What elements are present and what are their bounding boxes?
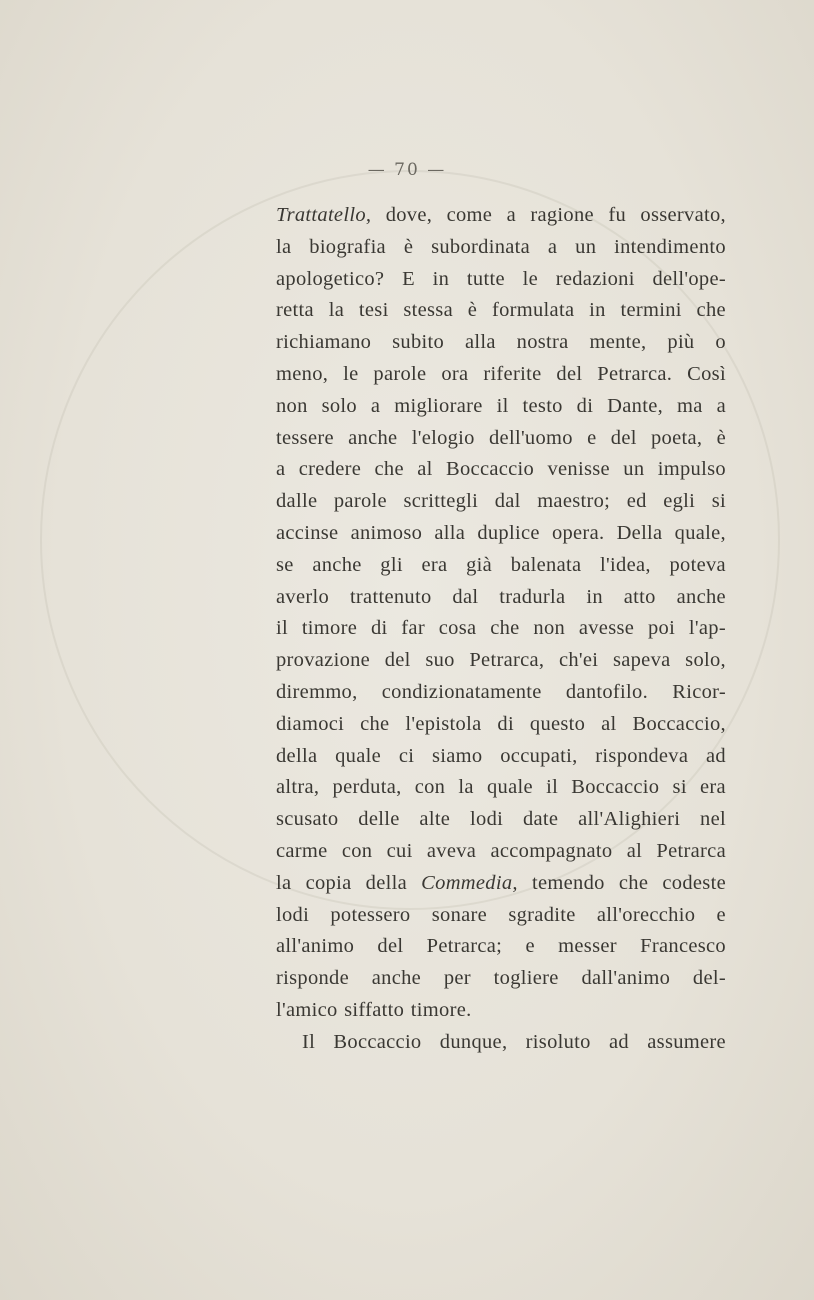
- word: quale: [487, 776, 533, 799]
- word: aveva: [426, 839, 477, 862]
- word: che: [374, 458, 404, 481]
- text-line: [276, 613, 726, 645]
- word: all'orecchio: [596, 903, 696, 926]
- word: Boccaccio: [446, 458, 535, 481]
- word: tradurla: [499, 585, 566, 608]
- word: della: [365, 871, 407, 894]
- word: fu: [608, 204, 627, 226]
- text-line: [276, 582, 726, 614]
- word: siamo: [432, 744, 483, 767]
- word: diamoci: [276, 712, 345, 735]
- word: del-: [692, 967, 726, 990]
- word: ora: [441, 362, 469, 385]
- word: l'ap-: [688, 617, 726, 640]
- word: del: [556, 362, 583, 385]
- text-line: [276, 804, 726, 836]
- word: all'Alighieri: [578, 808, 681, 831]
- word: dove,: [385, 204, 433, 226]
- word: intendimento: [614, 235, 726, 258]
- word: l'amico: [276, 998, 338, 1021]
- text-line: [276, 645, 726, 677]
- word: richiamano: [276, 331, 372, 354]
- word: potessero: [330, 903, 411, 926]
- word: parole: [373, 362, 427, 385]
- word: accinse: [276, 521, 339, 544]
- word: trattenuto: [349, 585, 432, 608]
- word: egli: [663, 490, 696, 513]
- word: ragione: [530, 204, 594, 226]
- word: parole: [333, 490, 387, 513]
- text-line: [276, 963, 726, 995]
- word: Petrarca.: [597, 362, 673, 385]
- word: timore.: [410, 998, 472, 1021]
- word: solo: [321, 394, 357, 417]
- word: in: [586, 585, 603, 608]
- word: tesi: [358, 299, 389, 322]
- word: apologetico?: [276, 267, 385, 290]
- word: assumere: [647, 1030, 726, 1053]
- word: non: [533, 617, 566, 640]
- word: alla: [464, 331, 496, 354]
- word: è: [467, 299, 478, 322]
- text-line: [276, 741, 726, 773]
- word: cui: [386, 839, 413, 862]
- text-line: [276, 900, 726, 932]
- word: dell'uomo: [489, 426, 573, 449]
- word: a: [716, 394, 726, 417]
- word: opera.: [551, 521, 605, 544]
- word: Così: [687, 362, 726, 385]
- word: a: [506, 204, 516, 226]
- word: Commedia,: [421, 871, 518, 894]
- word: Della: [616, 521, 663, 544]
- word: condizionatamente: [381, 680, 542, 703]
- word: e: [716, 903, 726, 926]
- word: gli: [380, 553, 403, 576]
- word: la: [328, 299, 345, 322]
- word: del: [384, 649, 411, 672]
- word: provazione: [276, 649, 371, 672]
- word: Petrarca;: [426, 935, 503, 958]
- word: di: [576, 394, 594, 417]
- word: più: [667, 331, 695, 354]
- text-line: [276, 486, 726, 518]
- text-line: [276, 772, 726, 804]
- word: ad: [706, 744, 726, 767]
- word: copia: [305, 871, 352, 894]
- word: il: [276, 617, 288, 640]
- word: dal: [494, 490, 521, 513]
- text-line: [276, 454, 726, 486]
- word: le: [522, 267, 538, 290]
- word: avesse: [578, 617, 635, 640]
- text-line: [276, 709, 726, 741]
- word: Il: [302, 1030, 316, 1053]
- word: balenata: [510, 553, 582, 576]
- word: l'epistola: [405, 712, 482, 735]
- word: impulso: [657, 458, 726, 481]
- text-line: [276, 327, 726, 359]
- word: subito: [392, 331, 445, 354]
- word: che: [618, 871, 649, 894]
- word: carme: [276, 839, 328, 862]
- word: in: [589, 299, 606, 322]
- word: migliorare: [394, 394, 483, 417]
- word: ad: [609, 1030, 629, 1053]
- word: messer: [558, 935, 617, 958]
- word: Dante,: [607, 394, 664, 417]
- word: con: [414, 776, 446, 799]
- word: solo,: [685, 649, 726, 672]
- word: con: [341, 839, 373, 862]
- page-number: — 70 —: [367, 160, 447, 180]
- text-line: [276, 836, 726, 868]
- word: in: [432, 267, 450, 290]
- text-line: [276, 868, 726, 900]
- word: quale: [335, 744, 382, 767]
- word: al: [601, 712, 617, 735]
- word: maestro;: [537, 490, 611, 513]
- word: testo: [522, 394, 563, 417]
- word: anche: [312, 553, 362, 576]
- word: un: [623, 458, 645, 481]
- word: del: [377, 935, 404, 958]
- word: si: [711, 490, 726, 513]
- word: delle: [358, 808, 400, 831]
- word: come: [446, 204, 493, 226]
- word: poteva: [669, 553, 726, 576]
- text-line: [276, 391, 726, 423]
- word: dal: [452, 585, 479, 608]
- word: questo: [529, 712, 586, 735]
- word: risoluto: [525, 1030, 591, 1053]
- word: averlo: [276, 585, 330, 608]
- word: riferite: [483, 362, 542, 385]
- word: alla: [434, 521, 466, 544]
- word: se: [276, 553, 294, 576]
- word: è: [716, 426, 726, 449]
- word: di: [497, 712, 514, 735]
- word: termini: [620, 299, 682, 322]
- word: che: [490, 617, 520, 640]
- word: al: [417, 458, 433, 481]
- text-line: [276, 931, 726, 963]
- word: la: [458, 776, 474, 799]
- word: codeste: [662, 871, 726, 894]
- word: le: [343, 362, 359, 385]
- word: della: [276, 744, 318, 767]
- text-line: [276, 264, 726, 296]
- word: meno,: [276, 362, 329, 385]
- word: suo: [425, 649, 455, 672]
- word: di: [370, 617, 388, 640]
- word: a: [276, 458, 286, 481]
- word: stessa: [403, 299, 453, 322]
- word: scusato: [276, 808, 339, 831]
- word: rispondeva: [595, 744, 689, 767]
- word: per: [443, 967, 471, 990]
- word: poi: [647, 617, 676, 640]
- text-line: [276, 200, 726, 232]
- word: mente,: [589, 331, 647, 354]
- word: quale,: [674, 521, 726, 544]
- word: lodi: [470, 808, 504, 831]
- word: dalle: [276, 490, 318, 513]
- text-line: [276, 677, 726, 709]
- word: era: [700, 776, 726, 799]
- word: accompagnato: [490, 839, 613, 862]
- word: cosa: [438, 617, 477, 640]
- word: o: [715, 331, 726, 354]
- word: Ricor-: [672, 680, 726, 703]
- word: dunque,: [439, 1030, 508, 1053]
- word: Trattatello,: [276, 204, 372, 226]
- word: E: [402, 267, 415, 290]
- word: Boccaccio,: [632, 712, 726, 735]
- word: a: [547, 235, 558, 258]
- word: che: [360, 712, 390, 735]
- word: togliere: [493, 967, 559, 990]
- word: alte: [419, 808, 451, 831]
- word: la: [276, 235, 292, 258]
- word: tessere: [276, 426, 334, 449]
- word: al: [626, 839, 643, 862]
- word: l'elogio: [411, 426, 475, 449]
- word: la: [276, 871, 292, 894]
- word: ed: [626, 490, 647, 513]
- word: scrittegli: [403, 490, 479, 513]
- word: anche: [676, 585, 726, 608]
- word: è: [403, 235, 414, 258]
- word: sgradite: [508, 903, 576, 926]
- word: redazioni: [555, 267, 635, 290]
- word: nostra: [516, 331, 569, 354]
- text-line: [276, 295, 726, 327]
- word: tutte: [466, 267, 505, 290]
- word: temendo: [532, 871, 605, 894]
- word: era: [421, 553, 448, 576]
- text-line: [276, 550, 726, 582]
- word: Francesco: [640, 935, 726, 958]
- word: timore: [301, 617, 358, 640]
- word: Boccaccio: [333, 1030, 422, 1053]
- word: risponde: [276, 967, 349, 990]
- word: osservato,: [640, 204, 726, 226]
- word: Boccaccio: [571, 776, 660, 799]
- body-text: [276, 200, 726, 1059]
- word: venisse: [547, 458, 610, 481]
- word: anche: [348, 426, 398, 449]
- word: duplice: [477, 521, 540, 544]
- text-line: [276, 518, 726, 550]
- word: a: [370, 394, 381, 417]
- text-line: [276, 1027, 726, 1059]
- word: dell'ope-: [652, 267, 726, 290]
- word: il: [496, 394, 509, 417]
- word: del: [610, 426, 637, 449]
- text-line: [276, 995, 726, 1027]
- word: lodi: [276, 903, 310, 926]
- word: anche: [371, 967, 422, 990]
- word: occupati,: [500, 744, 578, 767]
- word: non: [276, 394, 308, 417]
- word: subordinata: [431, 235, 531, 258]
- text-line: [276, 232, 726, 264]
- word: e: [587, 426, 597, 449]
- word: un: [575, 235, 597, 258]
- word: siffatto: [344, 998, 405, 1021]
- word: nel: [700, 808, 726, 831]
- text-line: [276, 359, 726, 391]
- word: già: [466, 553, 493, 576]
- word: credere: [298, 458, 362, 481]
- word: sonare: [431, 903, 488, 926]
- word: perduta,: [332, 776, 402, 799]
- word: diremmo,: [276, 680, 358, 703]
- word: all'animo: [276, 935, 355, 958]
- word: poeta,: [651, 426, 703, 449]
- word: biografia: [309, 235, 386, 258]
- word: animoso: [350, 521, 423, 544]
- word: ch'ei: [558, 649, 599, 672]
- word: atto: [623, 585, 656, 608]
- word: l'idea,: [600, 553, 651, 576]
- word: ma: [676, 394, 703, 417]
- word: sapeva: [612, 649, 671, 672]
- word: ci: [398, 744, 415, 767]
- word: retta: [276, 299, 314, 322]
- text-line: [276, 423, 726, 455]
- word: si: [672, 776, 687, 799]
- word: e: [525, 935, 535, 958]
- word: altra,: [276, 776, 320, 799]
- word: dantofilo.: [565, 680, 649, 703]
- word: far: [401, 617, 425, 640]
- word: che: [696, 299, 726, 322]
- word: Petrarca: [656, 839, 726, 862]
- word: date: [522, 808, 559, 831]
- word: il: [546, 776, 559, 799]
- word: formulata: [491, 299, 575, 322]
- word: dall'animo: [581, 967, 671, 990]
- word: Petrarca,: [469, 649, 545, 672]
